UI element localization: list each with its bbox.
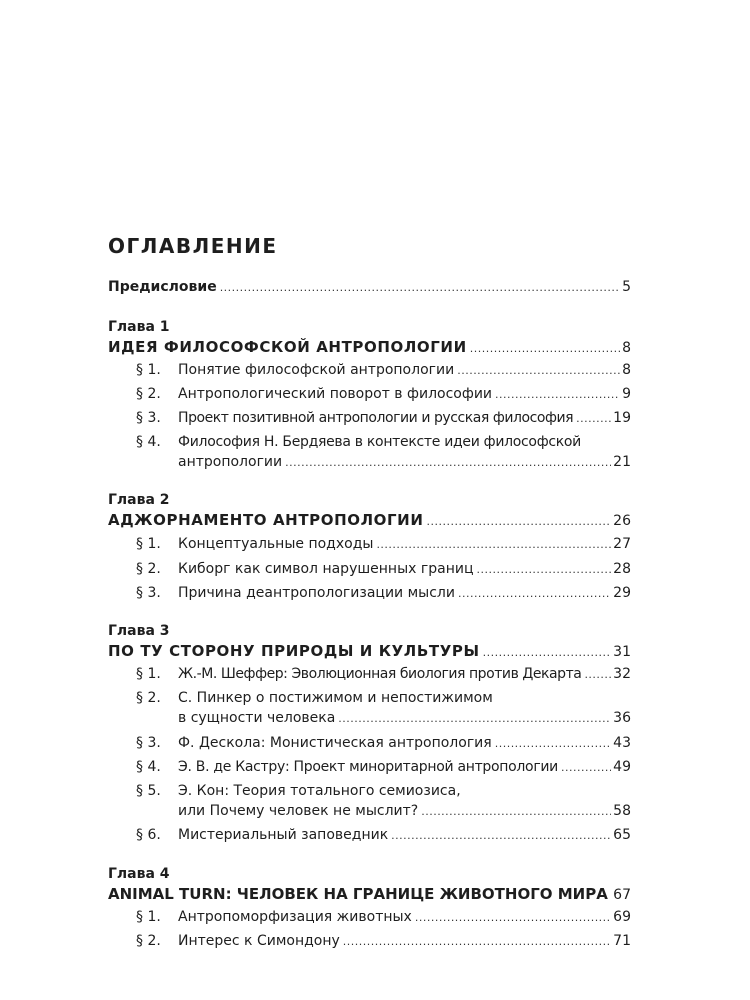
- section-title: Интерес к Симондону: [178, 933, 340, 949]
- chapter-title: ПО ТУ СТОРОНУ ПРИРОДЫ И КУЛЬТУРЫ: [108, 642, 480, 660]
- page-number: 5: [622, 279, 631, 295]
- page-number: 69: [613, 909, 631, 925]
- toc-section: [136, 561, 631, 583]
- dot-leader: [457, 364, 620, 377]
- dot-leader: [483, 646, 612, 659]
- toc-section: [136, 933, 631, 955]
- dot-leader: [495, 388, 620, 401]
- toc-section: [136, 909, 631, 931]
- section-title: Киборг как символ нарушенных границ: [178, 561, 474, 577]
- section-number: § 3.: [136, 410, 161, 426]
- section-number: § 6.: [136, 827, 161, 843]
- section-title-line2: антропологии: [178, 454, 283, 470]
- dot-leader: [421, 805, 611, 818]
- toc-section: [136, 434, 631, 456]
- section-title: Ж.-М. Шеффер: Эволюционная биология против Декарта: [178, 666, 582, 682]
- section-title: Концептуальные подходы: [178, 536, 374, 552]
- toc-section: [136, 386, 631, 408]
- dot-leader: [470, 342, 620, 355]
- dot-leader: [391, 829, 611, 842]
- chapter-title: ANIMAL TURN: ЧЕЛОВЕК НА ГРАНИЦЕ ЖИВОТНОГО МИРА: [108, 885, 608, 903]
- section-number: § 1.: [136, 666, 161, 682]
- chapter-label: Глава 2: [108, 492, 170, 508]
- section-number: § 2.: [136, 386, 161, 402]
- section-number: § 3.: [136, 735, 161, 751]
- section-number: § 3.: [136, 585, 161, 601]
- chapter-label: Глава 4: [108, 866, 170, 882]
- toc-section-continuation: [178, 803, 631, 825]
- toc-section: [136, 827, 631, 849]
- chapter-title-row: [108, 338, 631, 360]
- page-number: 31: [613, 644, 631, 660]
- dot-leader: [343, 935, 611, 948]
- page-number: 49: [613, 759, 631, 775]
- chapter-title-row: [108, 642, 631, 664]
- dot-leader: [495, 737, 611, 750]
- chapter-label: Глава 3: [108, 623, 170, 639]
- page-number: 71: [613, 933, 631, 949]
- dot-leader: [415, 911, 611, 924]
- page-number: 32: [613, 666, 631, 682]
- toc-section: [136, 410, 631, 432]
- entry-title: Предисловие: [108, 279, 217, 295]
- dot-leader: [576, 412, 611, 425]
- section-title: Философия Н. Бердяева в контексте идеи философской: [178, 434, 581, 450]
- page-number: 29: [613, 585, 631, 601]
- dot-leader: [427, 515, 612, 528]
- page-number: 28: [613, 561, 631, 577]
- section-number: § 1.: [136, 909, 161, 925]
- toc-section-continuation: [178, 454, 631, 476]
- toc-section: [136, 759, 631, 781]
- section-title: С. Пинкер о постижимом и непостижимом: [178, 690, 493, 706]
- dot-leader: [561, 761, 611, 774]
- section-number: § 1.: [136, 536, 161, 552]
- page-number: 8: [622, 340, 631, 356]
- toc-section: [136, 536, 631, 558]
- page-number: 67: [613, 887, 631, 903]
- chapter-title-row: [108, 885, 631, 907]
- dot-leader: [376, 538, 611, 551]
- toc-section: [136, 735, 631, 757]
- dot-leader: [220, 281, 620, 294]
- page-number: 19: [613, 410, 631, 426]
- toc-section: [136, 666, 631, 688]
- section-title: Ф. Дескола: Монистическая антропология: [178, 735, 492, 751]
- section-number: § 5.: [136, 783, 161, 799]
- dot-leader: [458, 587, 611, 600]
- page-number: 43: [613, 735, 631, 751]
- heading: ОГЛАВЛЕНИЕ: [108, 234, 278, 258]
- section-title: Э. Кон: Теория тотального семиозиса,: [178, 783, 461, 799]
- section-number: § 2.: [136, 690, 161, 706]
- toc-entry-preface: [108, 279, 631, 301]
- section-number: § 4.: [136, 434, 161, 450]
- section-number: § 2.: [136, 561, 161, 577]
- page-number: 9: [622, 386, 631, 402]
- section-number: § 2.: [136, 933, 161, 949]
- page-number: 8: [622, 362, 631, 378]
- section-title: Причина деантропологизации мысли: [178, 585, 455, 601]
- section-title: Э. В. де Кастру: Проект миноритарной антропологии: [178, 759, 558, 775]
- toc-section: [136, 690, 631, 712]
- chapter-title: ИДЕЯ ФИЛОСОФСКОЙ АНТРОПОЛОГИИ: [108, 338, 467, 356]
- page-number: 36: [613, 710, 631, 726]
- page-number: 21: [613, 454, 631, 470]
- toc-section: [136, 783, 631, 805]
- section-title: Антропологический поворот в философии: [178, 386, 493, 402]
- dot-leader: [476, 563, 611, 576]
- section-number: § 1.: [136, 362, 161, 378]
- dot-leader: [338, 712, 611, 725]
- chapter-label: Глава 1: [108, 319, 170, 335]
- page-number: 27: [613, 536, 631, 552]
- section-title: Мистериальный заповедник: [178, 827, 389, 843]
- section-title: Антропоморфизация животных: [178, 909, 412, 925]
- page-number: 58: [613, 803, 631, 819]
- toc-section: [136, 362, 631, 384]
- chapter-title-row: [108, 511, 631, 533]
- section-title-line2: или Почему человек не мыслит?: [178, 803, 419, 819]
- section-title: Понятие философской антропологии: [178, 362, 455, 378]
- page-number: 65: [613, 827, 631, 843]
- chapter-title: АДЖОРНАМЕНТО АНТРОПОЛОГИИ: [108, 511, 424, 529]
- page-number: 26: [613, 513, 631, 529]
- toc-section-continuation: [178, 710, 631, 732]
- section-title: Проект позитивной антропологии и русская философия: [178, 410, 574, 426]
- section-title-line2: в сущности человека: [178, 710, 336, 726]
- dot-leader: [285, 456, 611, 469]
- dot-leader: [584, 668, 611, 681]
- toc-section: [136, 585, 631, 607]
- section-number: § 4.: [136, 759, 161, 775]
